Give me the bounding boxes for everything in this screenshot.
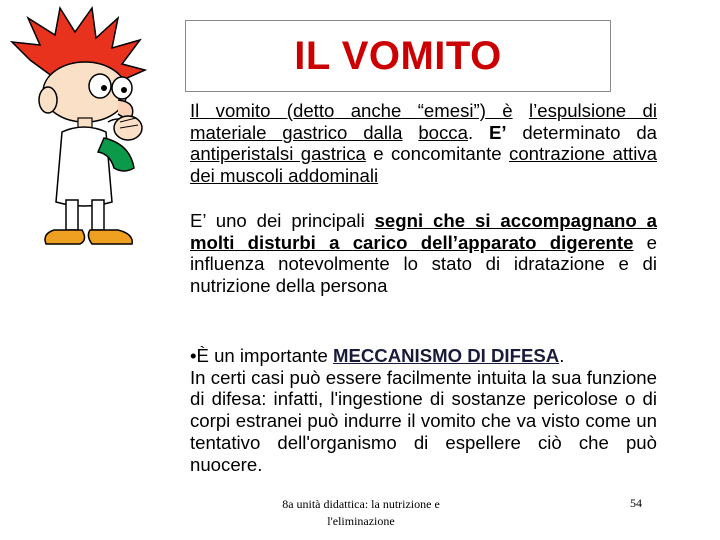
- text-span: di: [642, 100, 657, 121]
- text-span: [637, 210, 647, 231]
- text-span: a: [646, 210, 658, 231]
- bullet: •: [190, 345, 197, 366]
- text-span: [401, 100, 417, 121]
- text-span: E’: [488, 121, 507, 143]
- text-span: che: [433, 210, 466, 231]
- text-span: carico: [352, 231, 408, 253]
- shoe-left: [45, 230, 85, 244]
- text-span: [270, 100, 286, 121]
- text-span: [266, 122, 282, 143]
- text-span: [403, 122, 419, 143]
- shoe-right: [88, 230, 132, 244]
- text-span: dell’apparato: [420, 231, 537, 253]
- signs-paragraph: [190, 210, 657, 297]
- definition-paragraph: [190, 100, 657, 187]
- text-span: gastrico: [282, 121, 348, 143]
- text-span: e concomitante: [365, 143, 510, 165]
- text-span: [491, 210, 501, 231]
- text-span: [513, 100, 529, 121]
- text-span: È un importante: [196, 345, 333, 366]
- text-span: In certi casi può essere facilmente intuita la sua funzione di difesa: infatti, l'ingestione di sostanze pericolose o di corpi estranei può indurre il vomito che va visto come un tentativo dell'organismo di espellere ciò che può nuocere.: [190, 366, 657, 475]
- worried-cartoon-boy-icon: [0, 0, 180, 260]
- text-span: [465, 210, 475, 231]
- title-box: [185, 20, 611, 92]
- text-span: [536, 232, 549, 253]
- text-span: [423, 210, 433, 231]
- text-span: [347, 122, 363, 143]
- text-span: l’espulsione: [528, 100, 627, 121]
- text-span: contrazione attiva dei muscoli addominali: [190, 143, 657, 187]
- text-span: Il: [190, 100, 200, 121]
- text-span: E’ uno dei principali: [190, 210, 375, 231]
- page-number: 54: [630, 496, 642, 510]
- text-span: (detto: [286, 100, 335, 121]
- text-span: [199, 100, 215, 121]
- nose: [118, 100, 133, 118]
- text-span: “emesi”): [417, 100, 486, 121]
- text-span: .: [559, 345, 565, 366]
- eye-left: [89, 74, 111, 98]
- text-span: molti: [190, 231, 235, 253]
- leg-left: [66, 200, 78, 230]
- text-span: è: [502, 100, 513, 121]
- defense-mechanism-label: MECCANISMO DI DIFESA: [332, 345, 560, 366]
- text-span: e influenza notevolmente lo stato di idratazione e di nutrizione della persona: [190, 231, 658, 297]
- text-span: dalla: [363, 121, 403, 143]
- text-span: determinato da: [506, 121, 657, 143]
- text-span: [408, 232, 421, 253]
- text-span: [334, 100, 350, 121]
- text-span: .: [467, 121, 489, 143]
- text-span: [339, 232, 352, 253]
- text-span: vomito: [215, 100, 271, 121]
- slide-title: IL VOMITO: [294, 33, 502, 78]
- text-span: disturbi: [247, 231, 316, 253]
- text-span: si: [474, 210, 491, 231]
- footer-caption: 8a unità didattica: la nutrizione e l'eliminazione: [282, 497, 440, 528]
- text-span: accompagnano: [500, 210, 637, 231]
- text-span: [486, 100, 502, 121]
- text-span: bocca: [418, 121, 468, 143]
- text-span: anche: [350, 100, 402, 121]
- text-span: materiale: [190, 121, 267, 143]
- text-span: [626, 100, 642, 121]
- text-span: digerente: [549, 231, 634, 253]
- defense-paragraph: [190, 345, 657, 475]
- text-span: segni: [374, 210, 424, 231]
- text-span: [234, 232, 247, 253]
- ear: [39, 87, 57, 113]
- text-span: a: [329, 231, 340, 253]
- text-span: [316, 232, 329, 253]
- text-span: antiperistalsi gastrica: [190, 143, 366, 165]
- leg-right: [92, 200, 104, 230]
